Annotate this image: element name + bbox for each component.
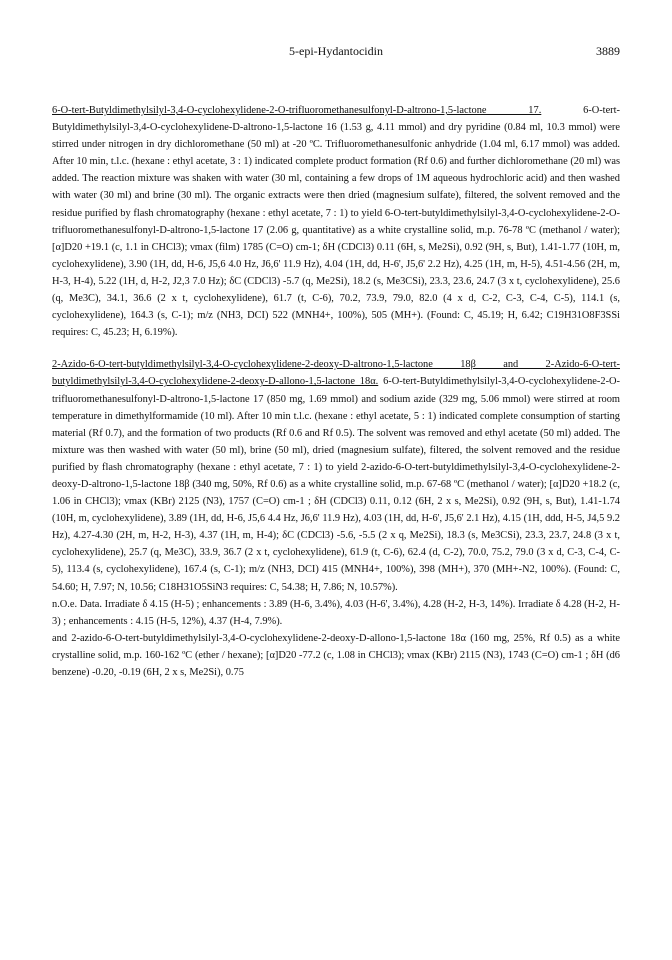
experimental-paragraph-18 — [52, 356, 620, 595]
compound-heading: 6-O-tert-Butyldimethylsilyl-3,4-O-cyclohexylidene-2-O-trifluoromethanesulfonyl-D-altrono-1,5-lactone 17. — [52, 105, 542, 116]
paragraph-text: n.O.e. Data. Irradiate δ 4.15 (H-5) ; enhancements : 3.89 (H-6, 3.4%), 4.03 (H-6', 3.4%), 4.28 (H-2, H-3, 14%). Irradiate δ 4.28 (H-2, H-3) ; enhancements : 4.15 (H-5, 12%), 4.37 (H-4, 7.9%). — [52, 598, 620, 627]
page-number: 3889 — [596, 44, 620, 58]
article-body — [52, 102, 620, 681]
compound-heading: 2-Azido-6-O-tert-butyldimethylsilyl-3,4-O-cyclohexylidene-2-deoxy-D-altrono-1,5-lactone 18β and 2-Azido-6-O-tert-butyldimethylsilyl-3,4-O-cyclohexylidene-2-deoxy-D-allono-1,5-lactone 18α. — [52, 359, 620, 388]
experimental-paragraph-17 — [52, 102, 620, 341]
running-head — [52, 44, 620, 60]
paragraph-text: 6-O-tert-Butyldimethylsilyl-3,4-O-cyclohexylidene-D-altrono-1,5-lactone 16 (1.53 g, 4.11 mmol) and dry pyridine (0.84 ml, 10.3 mmol) were stirred under nitrogen in dry dichloromethane (50 ml) at -20 ºC. Trifluoromethanesulfonic anhydride (1.04 ml, 6.17 mmol) was added. After 10 min, t.l.c. (hexane : ethyl acetate, 3 : 1) indicated complete product formation (Rf 0.6) and further dichloromethane (20 ml) was added. The reaction mixture was shaken with water (30 ml, containing a few drops of 1M aqueous hydrochloric acid) and then washed with water (30 ml) and brine (30 ml). The organic extracts were then dried (magnesium sulfate), filtered, the solvent removed and the residue purified by flash chromatography (hexane : ethyl acetate, 7 : 1) to yield 6-O-tert-butyldimethylsilyl-3,4-O-cyclohexylidene-2-O-trifluoromethanesulfonyl-D-altrono-1,5-lactone 17 (2.06 g, quantitative) as a white crystalline solid, m.p. 76-78 ºC (methanol / water); [α]D20 +19.1 (c, 1.1 in CHCl3); νmax (film) 1785 (C=O) cm-1; δH (CDCl3) 0.11 (6H, s, Me2Si), 0.92 (9H, s, But), 1.41-1.77 (10H, m, cyclohexylidene), 3.90 (1H, dd, H-6, J5,6 4.0 Hz, J6,6' 11.9 Hz), 4.04 (1H, dd, H-6', J5,6' 2.2 Hz), 4.25 (1H, m, H-5), 4.51-4.56 (2H, m, H-3, H-4), 5.22 (1H, d, H-2, J2,3 7.0 Hz); δC (CDCl3) -5.7 (q, Me2Si), 18.2 (s, Me3CSi), 23.3, 23.6, 24.7 (3 x t, cyclohexylidene), 25.6 (q, Me3C), 34.1, 36.6 (2 x t, cyclohexylidene), 61.7 (t, C-6), 70.2, 73.9, 79.0, 82.0 (4 x d, C-2, C-3, C-4, C-5), 114.1 (s, cyclohexylidene), 164.3 (s, C-1); m/z (NH3, DCI) 522 (MNH4+, 100%), 505 (MH+). (Found: C, 45.19; H, 6.42; C19H31O8F3SSi requires: C, 45.23; H, 6.19%). — [52, 105, 620, 339]
paragraph-text: 6-O-tert-Butyldimethylsilyl-3,4-O-cyclohexylidene-2-O-trifluoromethanesulfonyl-D-altrono-1,5-lactone 17 (850 mg, 1.69 mmol) and sodium azide (329 mg, 5.06 mmol) were stirred at room temperature in dimethylformamide (10 ml). After 10 min t.l.c. (hexane : ethyl acetate, 5 : 1) indicated complete consumption of starting material (Rf 0.7), and the formation of two products (Rf 0.6 and Rf 0.5). The solvent was removed and ethyl acetate (50 ml) added. The mixture was then washed with water (50 ml), brine (50 ml), dried (magnesium sulfate), filtered, the solvent removed and the residue purified by flash chromatography (hexane : ethyl acetate, 7 : 1) to yield 2-azido-6-O-tert-butyldimethylsilyl-3,4-O-cyclohexylidene-2-deoxy-D-altrono-1,5-lactone 18β (340 mg, 50%, Rf 0.6) as a white crystalline solid, m.p. 67-68 ºC (methanol / water); [α]D20 +18.2 (c, 1.06 in CHCl3); νmax (KBr) 2125 (N3), 1757 (C=O) cm-1 ; δH (CDCl3) 0.11, 0.12 (6H, 2 x s, Me2Si), 0.92 (9H, s, But), 1.41-1.74 (10H, m, cyclohexylidene), 3.89 (1H, dd, H-6, J5,6 4.4 Hz, J6,6' 11.9 Hz), 4.03 (1H, dd, H-6', J5,6' 2.1 Hz), 4.15 (1H, ddd, H-5, J4,5 9.2 Hz), 4.27-4.30 (2H, m, H-2, H-3), 4.37 (1H, m, H-4); δC (CDCl3) -5.6, -5.5 (2 x q, Me2Si), 18.3 (s, Me3CSi), 23.3, 23.7, 24.8 (3 x t, cyclohexylidene), 25.7 (q, Me3C), 33.9, 36.7 (2 x t, cyclohexylidene), 61.9 (t, C-6), 62.4 (d, C-2), 70.0, 75.2, 79.0 (3 x d, C-3, C-4, C-5), 113.4 (s, cyclohexylidene), 167.4 (s, C-1); m/z (NH3, DCI) 415 (MNH4+, 100%), 398 (MH+), 370 (MH+-N2, 100%). (Found: C, 54.60; H, 7.97; N, 10.56; C18H31O5SiN3 requires: C, 54.38; H, 7.86; N, 10.57%). — [52, 376, 620, 593]
running-title: 5-epi-Hydantocidin — [289, 44, 383, 58]
paragraph-text: and 2-azido-6-O-tert-butyldimethylsilyl-3,4-O-cyclohexylidene-2-deoxy-D-allono-1,5-lactone 18α (160 mg, 25%, Rf 0.5) as a white crystalline solid, m.p. 160-162 ºC (ether / hexane); [α]D20 -77.2 (c, 1.08 in CHCl3); νmax (KBr) 2115 (N3), 1743 (C=O) cm-1 ; δH (d6 benzene) -0.20, -0.19 (6H, 2 x s, Me2Si), 0.75 — [52, 632, 620, 678]
continuation-paragraph — [52, 630, 620, 681]
noe-data-paragraph — [52, 596, 620, 630]
